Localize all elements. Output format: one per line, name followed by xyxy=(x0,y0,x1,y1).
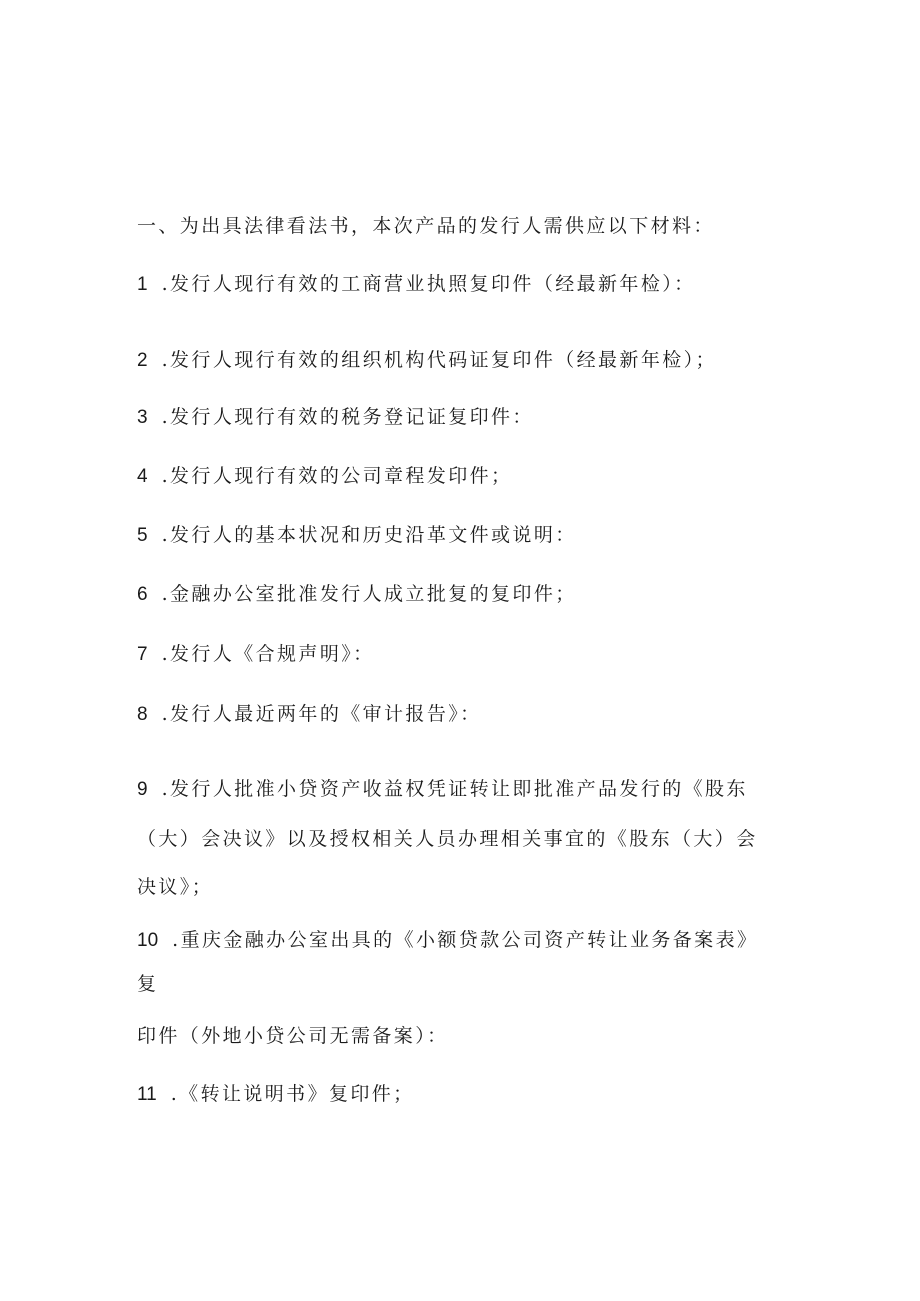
item-number: 2 xyxy=(137,350,148,371)
item-text: .发行人最近两年的《审计报告》： xyxy=(161,703,482,725)
item-text: .发行人批准小贷资产收益权凭证转让即批准产品发行的《股东 xyxy=(161,778,748,800)
list-item-continuation: （大）会决议》以及授权相关人员办理相关事宜的《股东（大）会 xyxy=(137,828,758,850)
section-heading: 一、为出具法律看法书，本次产品的发行人需供应以下材料： xyxy=(137,215,715,237)
item-number: 9 xyxy=(137,779,148,800)
list-item-continuation: 决议》； xyxy=(137,876,214,898)
item-text: .发行人现行有效的公司章程发印件； xyxy=(161,465,513,487)
list-item xyxy=(137,581,577,608)
item-number: 1 xyxy=(137,274,148,295)
list-item xyxy=(137,271,696,298)
item-number: 11 xyxy=(137,1084,157,1105)
item-number: 10 xyxy=(137,930,159,951)
list-item xyxy=(137,347,717,374)
item-number: 3 xyxy=(137,407,148,428)
list-item xyxy=(137,641,375,668)
item-text: .金融办公室批准发行人成立批复的复印件； xyxy=(161,583,577,605)
item-number: 6 xyxy=(137,584,148,605)
item-text: .发行人现行有效的组织机构代码证复印件（经最新年检）； xyxy=(161,349,717,371)
item-number: 7 xyxy=(137,644,148,665)
list-item-continuation: 复 xyxy=(137,973,159,995)
list-item xyxy=(137,776,748,803)
item-number: 8 xyxy=(137,704,148,725)
item-text: .发行人《合规声明》： xyxy=(161,643,375,665)
item-text: .发行人现行有效的工商营业执照复印件（经最新年检）： xyxy=(161,273,696,295)
list-item xyxy=(137,927,758,954)
list-item-continuation: 印件（外地小贷公司无需备案）： xyxy=(137,1025,449,1047)
item-text: .发行人现行有效的税务登记证复印件： xyxy=(161,406,534,428)
list-item xyxy=(137,463,512,490)
item-text: .发行人的基本状况和历史沿革文件或说明： xyxy=(161,524,577,546)
item-text: .《转让说明书》复印件； xyxy=(170,1083,415,1105)
list-item xyxy=(137,522,577,549)
item-text: .重庆金融办公室出具的《小额贷款公司资产转让业务备案表》 xyxy=(172,929,759,951)
list-item xyxy=(137,1081,415,1108)
item-number: 5 xyxy=(137,525,148,546)
list-item xyxy=(137,404,534,431)
item-number: 4 xyxy=(137,466,148,487)
list-item xyxy=(137,701,482,728)
